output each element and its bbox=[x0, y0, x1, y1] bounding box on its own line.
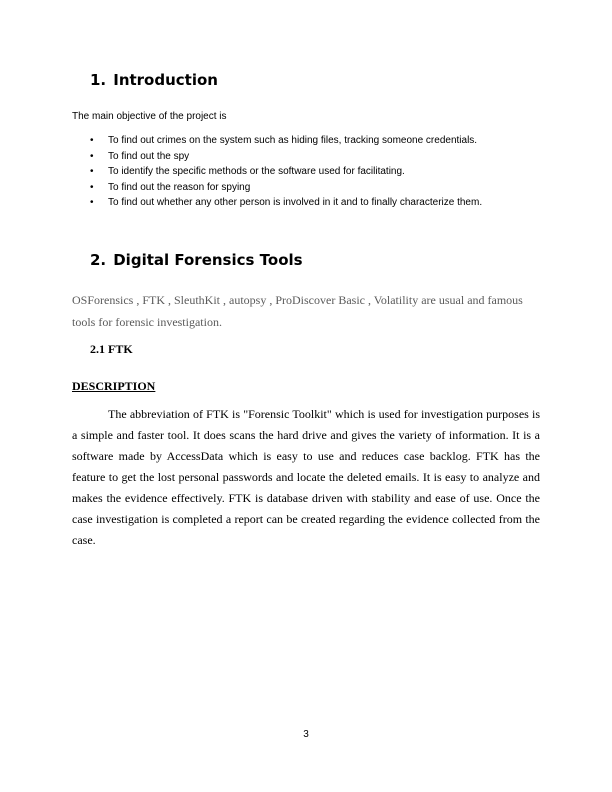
bullet-icon: • bbox=[90, 150, 94, 162]
objectives-list bbox=[90, 133, 560, 211]
section-title: Digital Forensics Tools bbox=[113, 251, 303, 269]
section-title: Introduction bbox=[113, 71, 218, 89]
subsection-heading-ftk: 2.1 FTK bbox=[90, 342, 133, 356]
section-heading-introduction bbox=[90, 71, 218, 89]
page-number: 3 bbox=[303, 729, 309, 740]
description-paragraph: The abbreviation of FTK is "Forensic Toolkit" which is used for investigation purposes is a simple and faster tool. It does scans the hard drive and gives the variety of information. It is a software made by AccessData which is easy to use and reduces case backlog. FTK has the feature to get the lost personal passwords and locate the deleted emails. It is easy to analyze and makes the evidence effectively. FTK is database driven with stability and ease of use. Once the case investigation is completed a report can be created regarding the evidence collected from the case. bbox=[72, 407, 540, 547]
bullet-icon: • bbox=[90, 181, 94, 193]
section-number: 2. bbox=[90, 251, 107, 269]
tools-paragraph: OSForensics , FTK , SleuthKit , autopsy , ProDiscover Basic , Volatility are usual and famous tools for forensic investigation. bbox=[72, 293, 523, 329]
list-item: • To find out whether any other person is involved in it and to finally characterize them. bbox=[90, 195, 560, 211]
bullet-icon: • bbox=[90, 166, 94, 177]
list-item: • To identify the specific methods or the software used for facilitating. bbox=[90, 164, 560, 180]
section-number: 1. bbox=[90, 71, 107, 89]
bullet-icon: • bbox=[90, 135, 94, 146]
description-heading: DESCRIPTION bbox=[72, 379, 156, 393]
section-heading-digital-forensics-tools bbox=[90, 251, 303, 269]
list-item: • To find out the reason for spying bbox=[90, 180, 560, 196]
bullet-icon: • bbox=[90, 197, 94, 208]
intro-text: The main objective of the project is bbox=[72, 111, 227, 122]
list-item: • To find out crimes on the system such as hiding files, tracking someone credentials. bbox=[90, 133, 560, 149]
list-item: • To find out the spy bbox=[90, 149, 560, 165]
